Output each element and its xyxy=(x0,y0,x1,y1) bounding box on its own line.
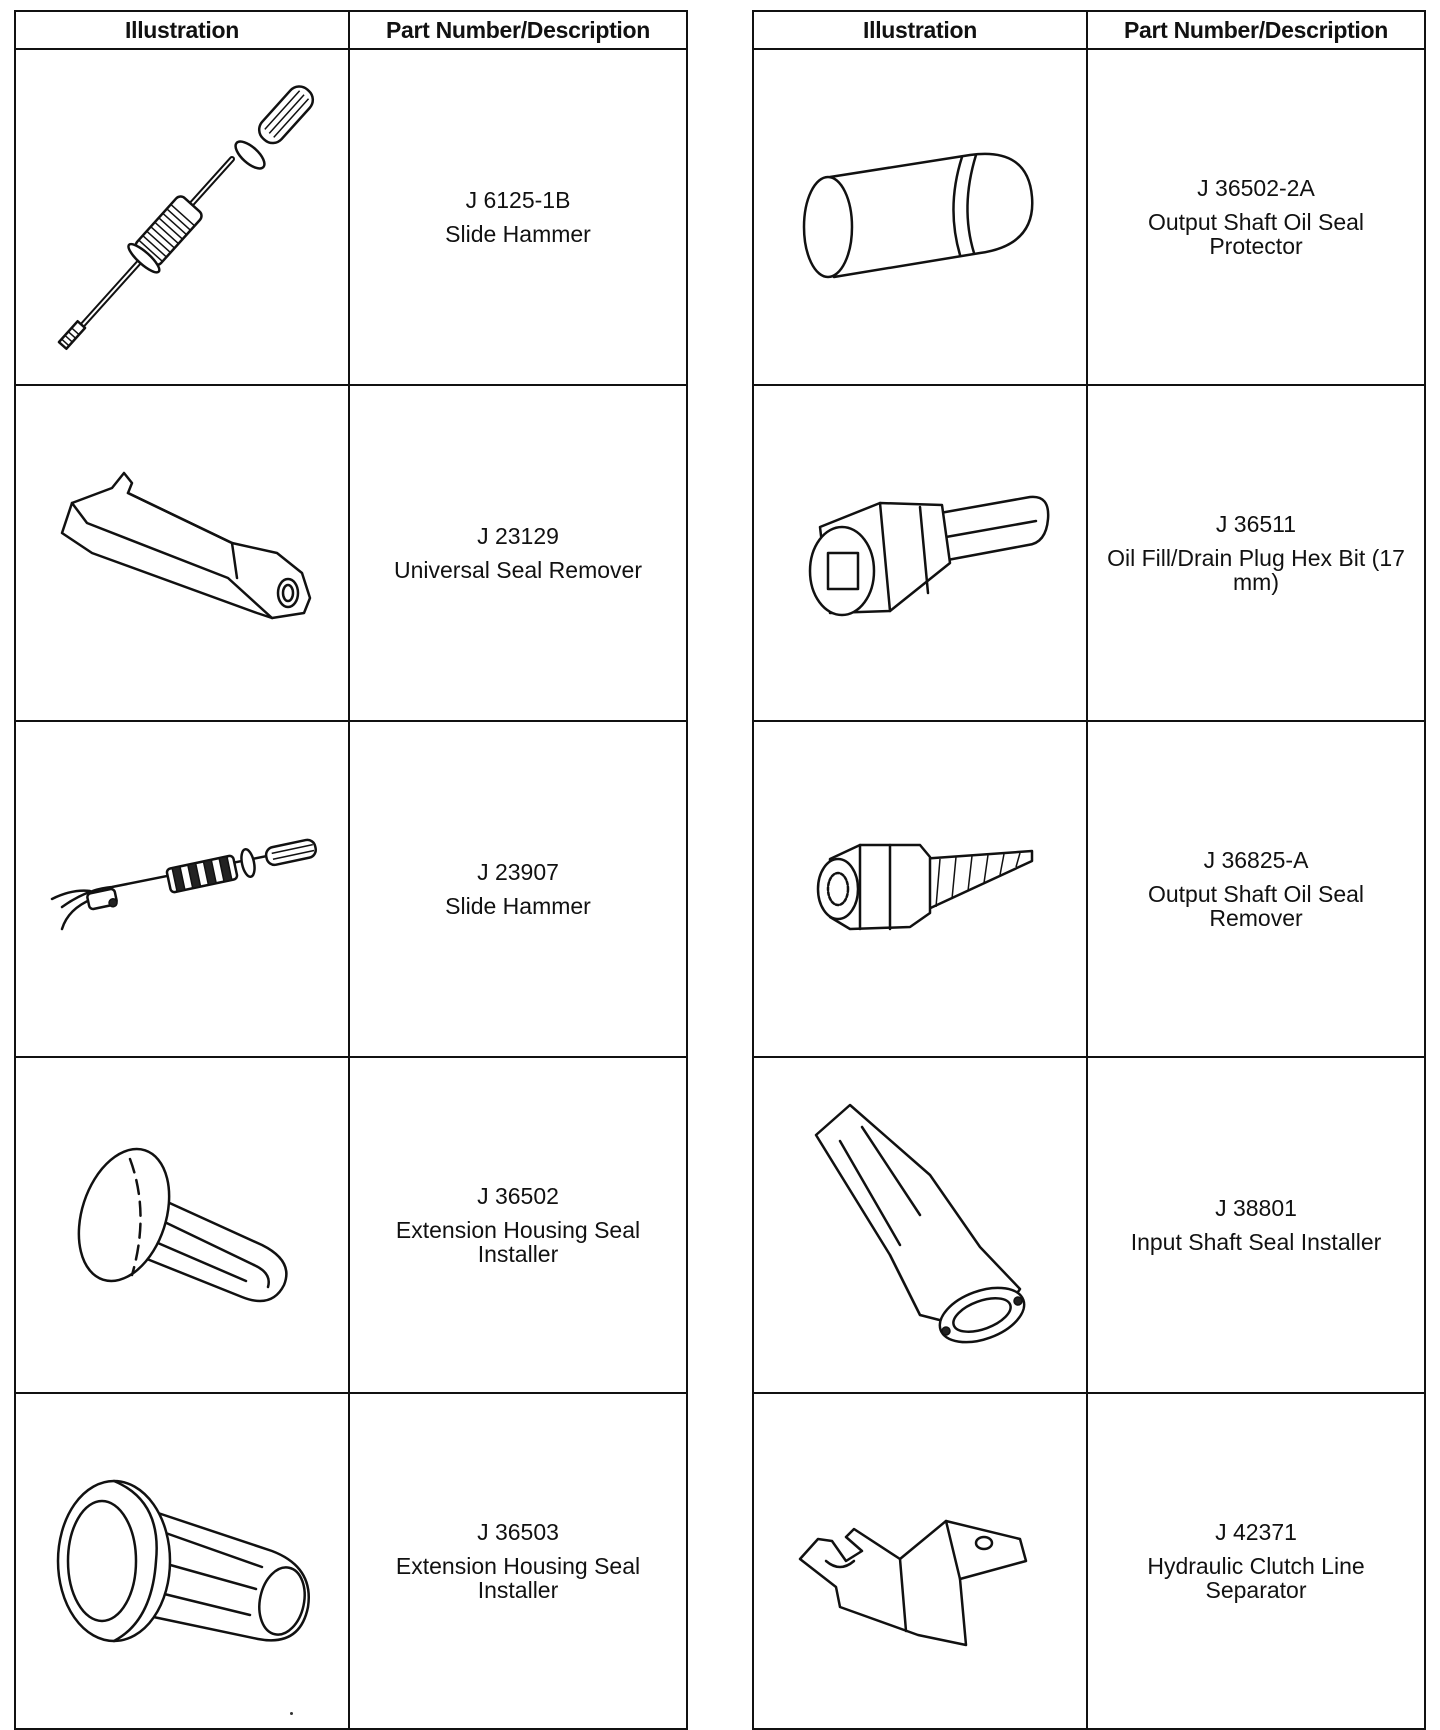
tool-row xyxy=(15,1057,687,1393)
part-name: Extension Housing Seal Installer xyxy=(395,1553,641,1603)
part-number: J 23907 xyxy=(477,859,559,885)
clutch-line-separator-icon xyxy=(770,1411,1070,1711)
tool-row xyxy=(753,1393,1425,1729)
description-cell xyxy=(349,721,687,1057)
part-number: J 36503 xyxy=(477,1519,559,1545)
description-header: Part Number/Description xyxy=(349,11,687,49)
tool-table-left xyxy=(14,10,688,1730)
part-name: Input Shaft Seal Installer xyxy=(1130,1229,1382,1255)
hex-bit-icon xyxy=(770,403,1070,703)
illustration-cell xyxy=(15,1393,349,1729)
illustration-cell xyxy=(15,721,349,1057)
input-shaft-seal-installer-icon xyxy=(770,1075,1070,1375)
part-name: Slide Hammer xyxy=(445,221,591,247)
part-number: J 23129 xyxy=(477,523,559,549)
tool-row xyxy=(753,721,1425,1057)
slide-hammer-small-icon xyxy=(32,739,332,1039)
part-name: Hydraulic Clutch Line Separator xyxy=(1147,1553,1365,1603)
tool-row xyxy=(15,1393,687,1729)
illustration-cell xyxy=(15,1057,349,1393)
illustration-cell xyxy=(15,49,349,385)
extension-housing-seal-installer-icon xyxy=(32,1075,332,1375)
extension-housing-seal-installer-large-icon xyxy=(32,1411,332,1711)
part-name: Oil Fill/Drain Plug Hex Bit (17 mm) xyxy=(1107,545,1405,595)
part-name: Slide Hammer xyxy=(445,893,591,919)
description-cell xyxy=(1087,385,1425,721)
part-number: J 42371 xyxy=(1215,1519,1297,1545)
illustration-cell xyxy=(753,1393,1087,1729)
tool-row xyxy=(753,49,1425,385)
illustration-cell xyxy=(753,721,1087,1057)
illustration-cell xyxy=(753,49,1087,385)
description-header: Part Number/Description xyxy=(1087,11,1425,49)
illustration-header: Illustration xyxy=(15,11,349,49)
tool-row xyxy=(15,385,687,721)
tool-row xyxy=(15,721,687,1057)
scan-speck xyxy=(290,1712,293,1715)
part-name: Output Shaft Oil Seal Protector xyxy=(1147,209,1365,259)
part-name: Universal Seal Remover xyxy=(394,557,642,583)
tool-table-right xyxy=(752,10,1426,1730)
description-cell xyxy=(349,49,687,385)
part-number: J 36511 xyxy=(1215,511,1297,537)
part-number: J 36502-2A xyxy=(1197,175,1315,201)
tool-row xyxy=(15,49,687,385)
description-cell xyxy=(1087,1393,1425,1729)
description-cell xyxy=(1087,49,1425,385)
illustration-cell xyxy=(753,1057,1087,1393)
header-row xyxy=(753,11,1425,49)
description-cell xyxy=(1087,1057,1425,1393)
part-number: J 36825-A xyxy=(1203,847,1309,873)
description-cell xyxy=(349,1057,687,1393)
illustration-cell xyxy=(15,385,349,721)
description-cell xyxy=(349,385,687,721)
oil-seal-remover-icon xyxy=(770,739,1070,1039)
oil-seal-protector-icon xyxy=(770,67,1070,367)
part-number: J 6125-1B xyxy=(465,187,571,213)
universal-seal-remover-icon xyxy=(32,403,332,703)
tool-row xyxy=(753,1057,1425,1393)
part-number: J 38801 xyxy=(1215,1195,1297,1221)
tool-row xyxy=(753,385,1425,721)
part-name: Extension Housing Seal Installer xyxy=(395,1217,641,1267)
part-name: Output Shaft Oil Seal Remover xyxy=(1147,881,1365,931)
illustration-cell xyxy=(753,385,1087,721)
description-cell xyxy=(349,1393,687,1729)
slide-hammer-icon xyxy=(32,67,332,367)
part-number: J 36502 xyxy=(477,1183,559,1209)
description-cell xyxy=(1087,721,1425,1057)
header-row xyxy=(15,11,687,49)
illustration-header: Illustration xyxy=(753,11,1087,49)
